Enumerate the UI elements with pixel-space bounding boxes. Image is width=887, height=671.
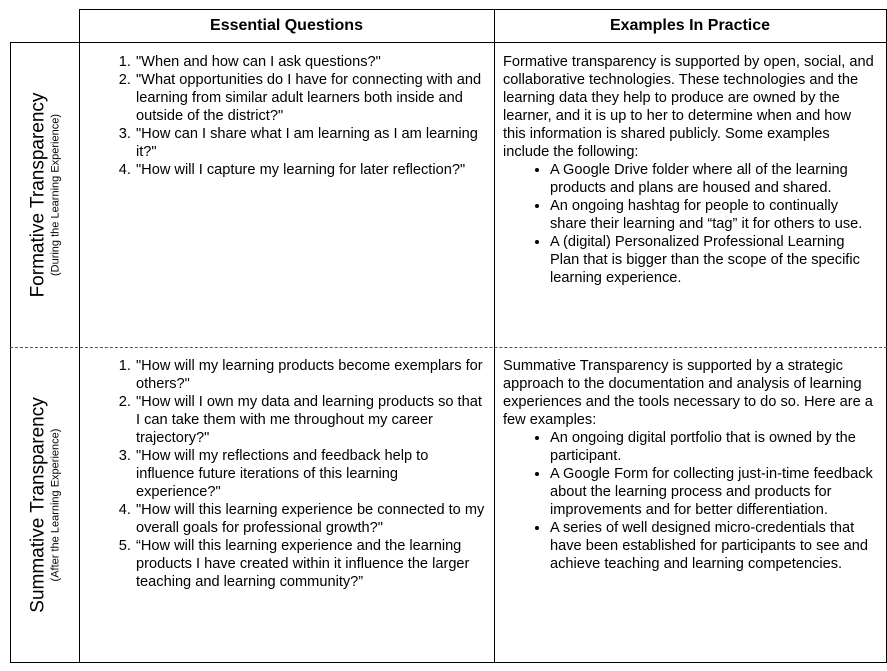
list-item: • A (digital) Personalized Professional Learning Plan that is bigger than the scope of the specific learning experience. [550,233,875,287]
list-item: • A series of well designed micro-credentials that have been established for participants to see and achieve teaching and learning competencies. [550,519,875,573]
list-item: 4. "How will I capture my learning for later reflection?" [135,161,485,179]
list-item: 3. "How will my reflections and feedback help to influence future iterations of this learning experience?" [135,447,485,501]
formative-questions-list [80,53,485,179]
summative-questions [80,357,485,591]
summative-title: Summative Transparency [27,397,48,613]
list-item: 1. "How will my learning products become exemplars for others?" [135,357,485,393]
formative-subtitle: (During the Learning Experience) [49,113,61,277]
divider-header [10,42,887,43]
formative-title: Formative Transparency [27,92,48,298]
formative-examples [503,53,875,287]
list-item: 2. "What opportunities do I have for connecting with and learning from similar adult learners both inside and outside of the district?" [135,71,485,125]
summative-row-label [10,348,79,662]
list-item: 5. “How will this learning experience and the learning products I have created within it influence the larger teaching and learning community?” [135,537,485,591]
list-item: • An ongoing hashtag for people to continually share their learning and “tag” it for others to use. [550,197,875,233]
formative-questions [80,53,485,179]
list-item: 4. "How will this learning experience be connected to my overall goals for professional growth?" [135,501,485,537]
divider-rows [10,347,887,348]
summative-examples [503,357,875,573]
list-item: 3. "How can I share what I am learning as I am learning it?" [135,125,485,161]
border-bottom [10,662,887,663]
summative-subtitle: (After the Learning Experience) [49,428,61,582]
formative-row-label [10,43,79,347]
formative-examples-list [503,161,875,287]
summative-intro: Summative Transparency is supported by a strategic approach to the documentation and analysis of learning experiences and the tools necessary to do so. Here are a few examples: [503,358,873,428]
divider-columns [494,9,495,663]
header-examples-in-practice: Examples In Practice [609,17,771,34]
summative-questions-list [80,357,485,591]
list-item: • A Google Form for collecting just-in-time feedback about the learning process and products for improvements and for better differentiation. [550,465,875,519]
list-item: 2. "How will I own my data and learning products so that I can take them with me throughout my career trajectory?" [135,393,485,447]
formative-intro: Formative transparency is supported by open, social, and collaborative technologies. These technologies and the learning data they help to produce are owned by the learner, and it is up to her to determine when and how this information is shared publicly. Some examples include the following: [503,54,874,160]
summative-examples-list [503,429,875,573]
list-item: • A Google Drive folder where all of the learning products and plans are housed and shared. [550,161,875,197]
header-essential-questions: Essential Questions [210,17,363,34]
list-item: 1. "When and how can I ask questions?" [135,53,485,71]
list-item: • An ongoing digital portfolio that is owned by the participant. [550,429,875,465]
